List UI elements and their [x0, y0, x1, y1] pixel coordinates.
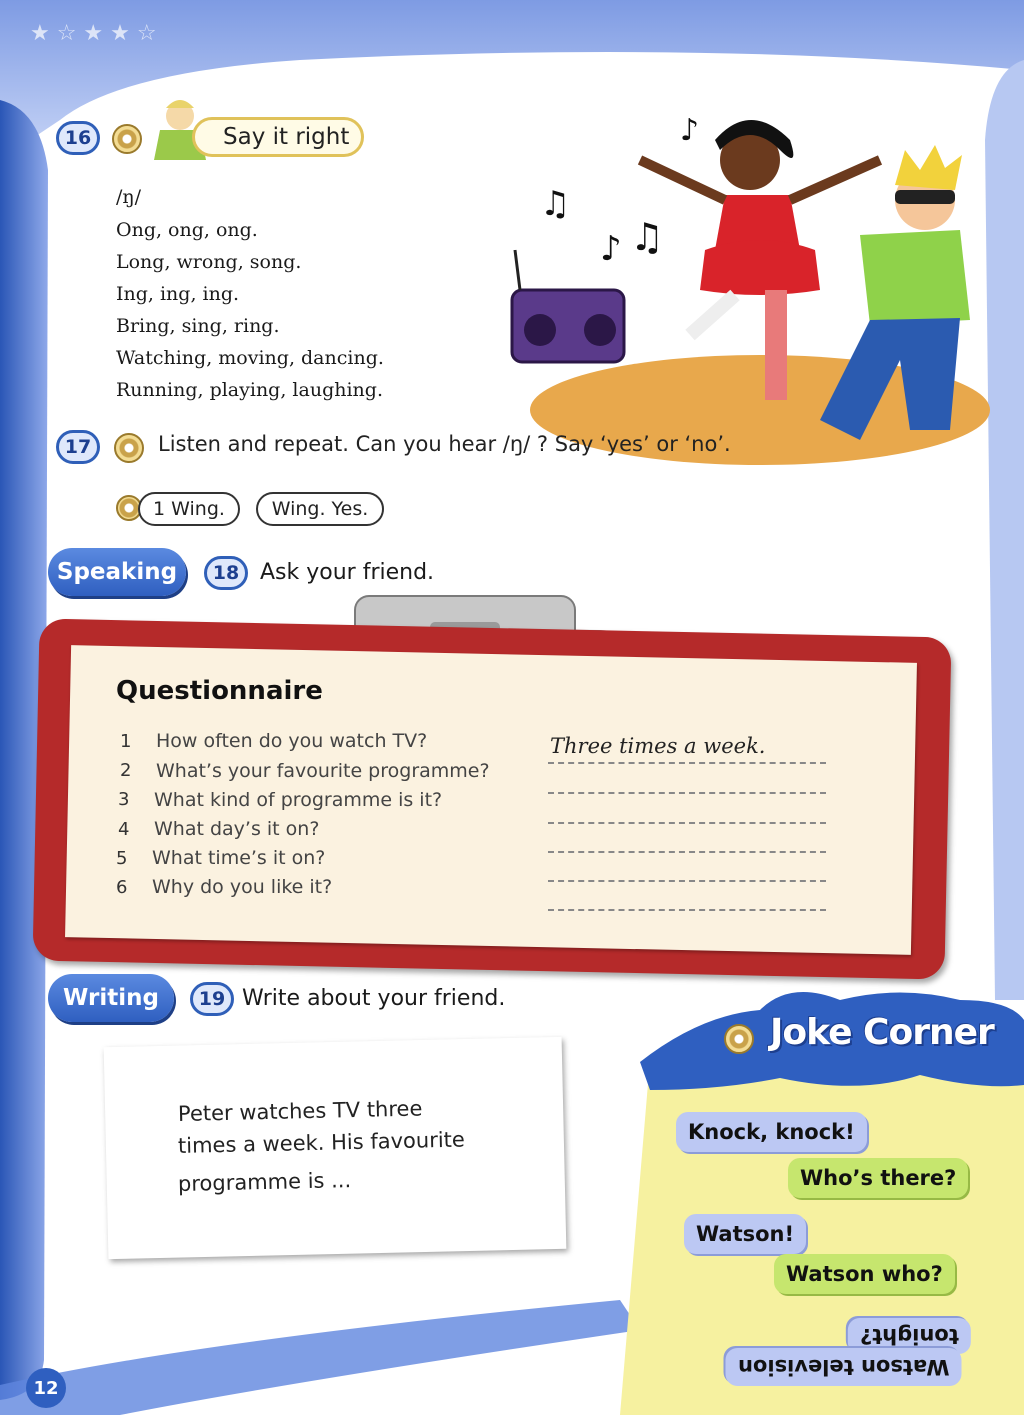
- chant-line: Long, wrong, song.: [116, 251, 302, 273]
- question-number: 4: [118, 819, 130, 840]
- svg-text:★ ☆ ★ ★ ☆: ★ ☆ ★ ★ ☆: [30, 21, 157, 46]
- audio-cd-icon[interactable]: [112, 124, 142, 154]
- joke-line: Watson!: [684, 1214, 806, 1254]
- dancers-illustration: [512, 113, 990, 465]
- speaking-tab: Speaking: [48, 548, 186, 596]
- speaking-instruction: Ask your friend.: [260, 560, 435, 585]
- chant-line: Ing, ing, ing.: [116, 283, 240, 305]
- svg-text:♪: ♪: [680, 113, 700, 148]
- question-text: What day’s it on?: [154, 818, 320, 840]
- svg-text:♫: ♫: [630, 215, 665, 259]
- question-number: 6: [116, 877, 128, 898]
- question-number: 3: [118, 789, 130, 810]
- joke-line: Who’s there?: [788, 1158, 968, 1198]
- say-it-right-title: [192, 117, 364, 157]
- phoneme-label: /ŋ/: [116, 186, 142, 208]
- example-answer-bubble: Wing. Yes.: [256, 492, 384, 526]
- page-number: 12: [26, 1368, 66, 1408]
- answer-line[interactable]: [548, 851, 826, 853]
- question-text: What’s your favourite programme?: [156, 760, 490, 782]
- questionnaire-title: Questionnaire: [116, 676, 323, 706]
- question-number: 5: [116, 848, 128, 869]
- exercise-17-badge: [56, 430, 100, 464]
- writing-tab: Writing: [48, 974, 174, 1022]
- chant-line: Bring, sing, ring.: [116, 315, 280, 337]
- question-text: How often do you watch TV?: [156, 730, 428, 752]
- example-prompt-bubble: 1 Wing.: [138, 492, 240, 526]
- chant-line: Ong, ong, ong.: [116, 219, 258, 241]
- exercise-number: 19: [198, 988, 226, 1010]
- exercise-18-badge: [204, 556, 248, 590]
- joke-corner-title: Joke Corner: [770, 1012, 994, 1053]
- joke-line: Watson who?: [774, 1254, 955, 1294]
- joke-line: Knock, knock!: [676, 1112, 867, 1152]
- audio-cd-icon[interactable]: [114, 433, 144, 463]
- exercise-number: 18: [212, 562, 240, 584]
- svg-text:♫: ♫: [540, 184, 571, 224]
- exercise-number: 17: [64, 436, 92, 458]
- question-number: 2: [120, 760, 132, 781]
- answer-line[interactable]: [548, 822, 826, 824]
- exercise-19-badge: [190, 982, 234, 1016]
- answer-line[interactable]: [548, 909, 826, 911]
- exercise-number: 16: [64, 127, 92, 149]
- joke-punchline-part: tonight?: [848, 1318, 971, 1354]
- writing-example-line: Peter watches TV three: [177, 1096, 423, 1126]
- audio-cd-icon[interactable]: [724, 1024, 754, 1054]
- joke-punchline: Watson television: [726, 1348, 962, 1386]
- chant-line: Running, playing, laughing.: [116, 379, 383, 401]
- chant-line: Watching, moving, dancing.: [116, 347, 384, 369]
- writing-instruction: Write about your friend.: [242, 986, 506, 1011]
- exercise-16-badge: [56, 121, 100, 155]
- question-text: Why do you like it?: [152, 876, 333, 898]
- example-answer: Three times a week.: [550, 734, 766, 758]
- section-title: Say it right: [223, 124, 350, 150]
- svg-text:♪: ♪: [600, 229, 622, 269]
- answer-line[interactable]: [548, 792, 826, 794]
- answer-line[interactable]: [548, 880, 826, 882]
- answer-line[interactable]: [548, 762, 826, 764]
- writing-example-line: programme is ...: [177, 1168, 352, 1196]
- question-number: 1: [120, 731, 132, 752]
- question-text: What time’s it on?: [152, 847, 326, 869]
- listen-instruction: Listen and repeat. Can you hear /ŋ/ ? Say ‘yes’ or ‘no’.: [158, 432, 731, 456]
- writing-example-line: times a week. His favourite: [177, 1127, 466, 1158]
- question-text: What kind of programme is it?: [154, 789, 443, 811]
